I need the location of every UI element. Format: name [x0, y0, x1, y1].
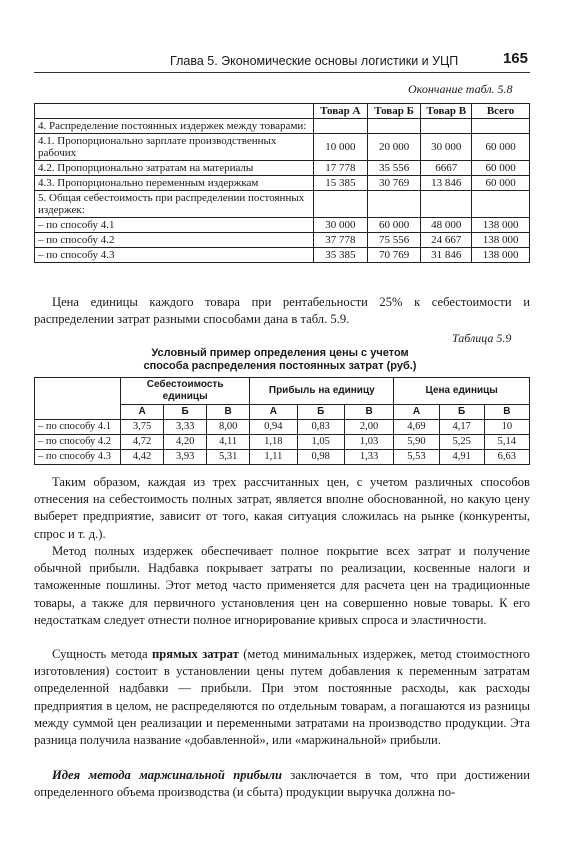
- cell: 17 778: [313, 161, 367, 176]
- cell: [421, 191, 472, 218]
- cell: 4,42: [121, 450, 164, 465]
- row-label: – по способу 4.1: [35, 420, 121, 435]
- cell: 138 000: [472, 218, 530, 233]
- sub-header: А: [250, 405, 297, 420]
- cell: 3,33: [164, 420, 207, 435]
- paragraph-4: [34, 767, 530, 801]
- sub-header: В: [344, 405, 393, 420]
- cell: [367, 119, 421, 134]
- row-label: – по способу 4.2: [35, 233, 314, 248]
- term-marginal-profit-method: Идея метода маржинальной прибыли: [52, 768, 283, 782]
- cell: [367, 191, 421, 218]
- term-direct-costs: прямых затрат: [152, 647, 239, 661]
- cell: 60 000: [472, 161, 530, 176]
- table59-title-line1: Условный пример определения цены с учетом: [151, 347, 409, 359]
- cell: 60 000: [367, 218, 421, 233]
- cell: 60 000: [472, 176, 530, 191]
- intro-paragraph: [34, 294, 530, 328]
- table-row: [35, 435, 530, 450]
- cell: 3,75: [121, 420, 164, 435]
- row-label: 5. Общая себестоимость при распределении постоянных издержек:: [35, 191, 314, 218]
- table58-header-cell: [35, 104, 314, 119]
- table-row: [35, 176, 530, 191]
- row-label: 4.2. Пропорционально затратам на материалы: [35, 161, 314, 176]
- cell: 0,94: [250, 420, 297, 435]
- paragraph-3-text-a: Сущность метода: [52, 647, 152, 661]
- table58-header-cell: Товар А: [313, 104, 367, 119]
- running-header: [34, 50, 530, 73]
- cell: 70 769: [367, 248, 421, 263]
- cell: 20 000: [367, 134, 421, 161]
- sub-header: Б: [439, 405, 484, 420]
- sub-header: Б: [297, 405, 344, 420]
- table-row: [35, 218, 530, 233]
- cell: 37 778: [313, 233, 367, 248]
- table-row: [35, 420, 530, 435]
- chapter-title: Глава 5. Экономические основы логистики и УЦП: [170, 54, 459, 68]
- cell: 5,31: [207, 450, 250, 465]
- cell: 4,91: [439, 450, 484, 465]
- table-row: [35, 191, 530, 218]
- cell: 1,03: [344, 435, 393, 450]
- row-label: – по способу 4.3: [35, 248, 314, 263]
- cell: 3,93: [164, 450, 207, 465]
- cell: 0,83: [297, 420, 344, 435]
- row-label: – по способу 4.2: [35, 435, 121, 450]
- paragraph-1: [34, 474, 530, 543]
- sub-header: В: [207, 405, 250, 420]
- cell: 6,63: [484, 450, 529, 465]
- cell: [472, 119, 530, 134]
- table58-header-cell: Всего: [472, 104, 530, 119]
- paragraph-3-text-c: (метод минимальных издержек, метод стоимостного изготовления) состоит в установлении цены путем добавления к переменным затратам определенной надбавки — прибыли. При этом постоянные расходы, как расходы предприятия в целом, не распределяются по отдельным товарам, а погашаются из разницы между суммой цен реализации и переменными затратами на производство продукции. Эта разница получила название «добавленной», или «маржинальной» прибыли.: [34, 647, 530, 748]
- cell: 13 846: [421, 176, 472, 191]
- cell: 10: [484, 420, 529, 435]
- cell: 48 000: [421, 218, 472, 233]
- cell: 30 000: [313, 218, 367, 233]
- table-row: [35, 248, 530, 263]
- cell: 35 385: [313, 248, 367, 263]
- cell: 1,11: [250, 450, 297, 465]
- cell: 2,00: [344, 420, 393, 435]
- page-number: 165: [502, 50, 528, 67]
- row-label: – по способу 4.1: [35, 218, 314, 233]
- cell: 75 556: [367, 233, 421, 248]
- sub-header: Б: [164, 405, 207, 420]
- cell: 4,69: [394, 420, 439, 435]
- cell: 0,98: [297, 450, 344, 465]
- cell: 60 000: [472, 134, 530, 161]
- sub-header: А: [394, 405, 439, 420]
- sub-header: В: [484, 405, 529, 420]
- cell: 5,14: [484, 435, 529, 450]
- table-5-8: [34, 103, 530, 263]
- row-label: 4.3. Пропорционально переменным издержкам: [35, 176, 314, 191]
- cell: 1,18: [250, 435, 297, 450]
- table-row: [35, 119, 530, 134]
- cell: 24 667: [421, 233, 472, 248]
- cell: 10 000: [313, 134, 367, 161]
- group-header-profit: Прибыль на единицу: [250, 378, 394, 405]
- group-header-cost: Себестоимость единицы: [121, 378, 250, 405]
- paragraph-3: [34, 646, 530, 749]
- cell: 4,11: [207, 435, 250, 450]
- cell: 30 769: [367, 176, 421, 191]
- table-row: [35, 161, 530, 176]
- cell: 138 000: [472, 248, 530, 263]
- cell: 138 000: [472, 233, 530, 248]
- table-row: [35, 450, 530, 465]
- cell: 4,72: [121, 435, 164, 450]
- table58-caption: Окончание табл. 5.8: [408, 82, 513, 96]
- cell: 35 556: [367, 161, 421, 176]
- table59-corner-cell: [35, 378, 121, 420]
- table-row: [35, 134, 530, 161]
- row-label: – по способу 4.3: [35, 450, 121, 465]
- cell: 8,00: [207, 420, 250, 435]
- cell: 31 846: [421, 248, 472, 263]
- cell: 15 385: [313, 176, 367, 191]
- cell: [421, 119, 472, 134]
- cell: 1,05: [297, 435, 344, 450]
- table59-title-line2: способа распределения постоянных затрат (руб.): [143, 360, 417, 372]
- cell: 1,33: [344, 450, 393, 465]
- cell: 5,25: [439, 435, 484, 450]
- table-5-9: [34, 377, 530, 465]
- cell: [472, 191, 530, 218]
- cell: 5,53: [394, 450, 439, 465]
- table58-header-cell: Товар В: [421, 104, 472, 119]
- table59-title: [130, 347, 430, 373]
- group-header-price: Цена единицы: [394, 378, 530, 405]
- cell: 4,17: [439, 420, 484, 435]
- intro-text: Цена единицы каждого товара при рентабельности 25% к себестоимости и распределении затрат разными способами дана в табл. 5.9.: [34, 295, 530, 327]
- paragraph-1-text: Таким образом, каждая из трех рассчитанных цен, с учетом различных способов отнесения на себестоимость полных затрат, является вполне обоснованной, но какую цену выберет предприятие, зависит от того, какая ситуация сложилась на рынке (конкуренты, спрос и т. д.).: [34, 475, 530, 541]
- cell: [313, 191, 367, 218]
- table59-group-row: [35, 378, 530, 405]
- table58-header-row: [35, 104, 530, 119]
- paragraph-4-text-b: заключается в том, что при достижении определенного объема производства (и сбыта) продукции выручка должна по-: [34, 768, 530, 800]
- cell: 6667: [421, 161, 472, 176]
- cell: 5,90: [394, 435, 439, 450]
- cell: 4,20: [164, 435, 207, 450]
- cell: 30 000: [421, 134, 472, 161]
- paragraph-2-text: Метод полных издержек обеспечивает полное покрытие всех затрат и получение обычной прибыли. Надбавка покрывает затраты по реализации, косвенные налоги и таможенные пошлины. Этот метод часто применяется для расчета цен на традиционные товары, а также для первичного установления цен на совершенно новые товары. К его недостаткам следует отнести полное игнорирование кривых спроса и эластичности.: [34, 544, 530, 627]
- sub-header: А: [121, 405, 164, 420]
- cell: [313, 119, 367, 134]
- table-row: [35, 233, 530, 248]
- paragraph-2: [34, 543, 530, 629]
- row-label: 4. Распределение постоянных издержек между товарами:: [35, 119, 314, 134]
- table59-caption: Таблица 5.9: [452, 331, 512, 345]
- table58-header-cell: Товар Б: [367, 104, 421, 119]
- row-label: 4.1. Пропорционально зарплате производственных рабочих: [35, 134, 314, 161]
